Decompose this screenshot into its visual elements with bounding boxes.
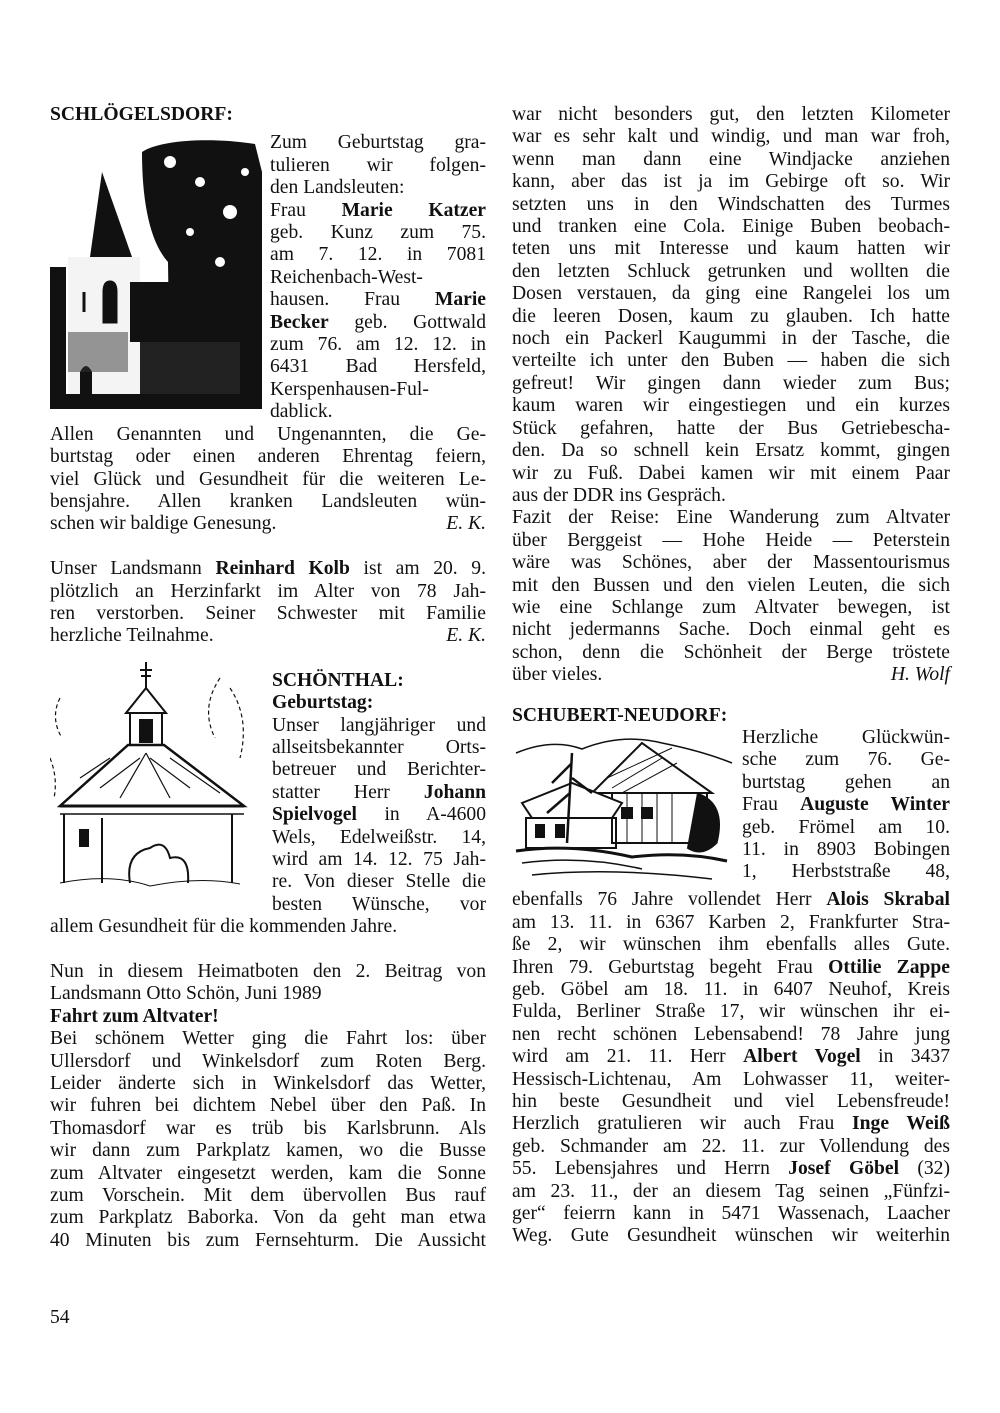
text-line: geb. Frömel am 10.	[742, 816, 950, 838]
text-fragment: Frau	[270, 199, 342, 221]
text-fragment: in A-4600	[356, 804, 486, 826]
text-fragment: Ihren 79. Geburtstag begeht Frau	[512, 956, 829, 978]
text-line: Bei schönem Wetter ging die Fahrt los: über	[50, 1028, 486, 1050]
text-line: Zum Geburtstag gra-	[270, 132, 486, 154]
text-line: ße 2, wir wünschen ihm ebenfalls alles Gute.	[512, 934, 950, 956]
text-line: am 7. 12. in 7081	[270, 244, 486, 266]
text-line: burtstag gehen an	[742, 771, 950, 793]
text-fragment: ist am 20. 9.	[349, 558, 486, 580]
text-fragment: Unser Landsmann	[50, 558, 216, 580]
text-fragment: wird am 21. 11. Herr	[512, 1046, 744, 1068]
person-name: Albert Vogel	[743, 1046, 861, 1068]
person-name: Marie Katzer	[341, 199, 486, 221]
text-line: Hessisch-Lichtenau, Am Lohwasser 11, weiter-	[512, 1068, 950, 1090]
section-altvater	[50, 961, 486, 1252]
text-line: bensjahre. Allen kranken Landsleuten wün-	[50, 490, 486, 512]
church-photo-icon	[50, 132, 262, 409]
person-name: Spielvogel	[272, 804, 357, 826]
text-line: am 13. 11. in 6367 Karben 2, Frankfurter Stra-	[512, 911, 950, 933]
text-line: kann, aber das ist ja im Gebirge oft so. Wir	[512, 171, 950, 193]
text-line: Thomasdorf war es trüb bis Karlsbrunn. Als	[50, 1117, 486, 1139]
text-line: zum Parkplatz Baborka. Von da geht man etwa	[50, 1207, 486, 1229]
text-line: Unser langjähriger und	[272, 714, 486, 736]
person-name: Inge Weiß	[852, 1113, 950, 1135]
text-fragment: herzliche Teilnahme.	[50, 625, 214, 647]
person-name: Auguste Winter	[800, 794, 950, 816]
text-line: wie eine Schlange zum Altvater bewegen, ist	[512, 596, 950, 618]
text-line: wird am 14. 12. 75 Jah-	[272, 848, 486, 870]
section-schubert-neudorf	[512, 705, 950, 1248]
text-line: sche zum 76. Ge-	[742, 749, 950, 771]
text-line: ger“ feierrn kann in 5471 Wassenach, Laacher	[512, 1203, 950, 1225]
text-line	[50, 513, 486, 535]
author-signature: E. K.	[446, 625, 486, 647]
text-line	[512, 1113, 950, 1135]
person-name: Johann	[423, 781, 486, 803]
text-line: 40 Minuten bis zum Fernsehturm. Die Aussicht	[50, 1229, 486, 1251]
text-line: besten Wünsche, vor	[272, 893, 486, 915]
text-line: Wels, Edelweißstr. 14,	[272, 826, 486, 848]
text-line	[512, 664, 950, 686]
text-line	[512, 889, 950, 911]
person-name: Josef Göbel	[788, 1158, 900, 1180]
text-fragment: Frau	[742, 794, 801, 816]
wrapped-text	[740, 727, 950, 889]
text-line: hin beste Gesundheit und viel Lebensfreude!	[512, 1091, 950, 1113]
person-name: Alois Skrabal	[826, 889, 950, 911]
right-column	[512, 104, 950, 1248]
text-line: Reichenbach-West-	[270, 266, 423, 288]
text-fragment: statter Herr	[272, 781, 424, 803]
text-line: ren verstorben. Seiner Schwester mit Familie	[50, 602, 486, 624]
text-line: kaum waren wir eingestiegen und ein kurzes	[512, 395, 950, 417]
text-line: verteilte ich unter den Buben — haben die sich	[512, 350, 950, 372]
text-line: allem Gesundheit für die kommenden Jahre.	[50, 916, 398, 938]
text-line: geb. Göbel am 18. 11. in 6407 Neuhof, Kreis	[512, 979, 950, 1000]
text-line: Kerspenhausen-Ful-	[270, 378, 429, 400]
section-schloegelsdorf	[50, 104, 486, 536]
text-line: schon, denn die Schönheit der Berge tröstete	[512, 641, 950, 663]
farmhouse-drawing-icon	[512, 733, 734, 883]
text-line: mit den Bussen und den vielen Leuten, die sich	[512, 574, 950, 596]
text-line: 1, Herbststraße 48,	[742, 861, 950, 883]
text-line: burtstag oder einen anderen Ehrentag feiern,	[50, 446, 486, 468]
text-line: und tranken eine Cola. Einige Buben beobach-	[512, 216, 950, 238]
text-fragment: in 3437	[860, 1046, 950, 1068]
text-line: nen recht schönen Lebensabend! 78 Jahre jung	[512, 1023, 950, 1045]
text-fragment: Herzlich gratulieren wir auch Frau	[512, 1113, 853, 1135]
text-line: Nun in diesem Heimatboten den 2. Beitrag von	[50, 961, 486, 982]
text-line: wir zu Fuß. Dabei kamen wir mit einem Paar	[512, 462, 950, 484]
text-line: den Landsleuten:	[270, 177, 405, 199]
text-line: den. Da so schnell kein Ersatz kommt, gingen	[512, 440, 950, 462]
text-line	[270, 312, 486, 334]
section-schoenthal	[50, 658, 486, 939]
text-line: teten uns mit Interesse und kaum hatten wir	[512, 238, 950, 260]
section-heading: SCHLÖGELSDORF:	[50, 104, 233, 125]
text-fragment: hausen. Frau	[270, 289, 435, 311]
text-line: Leider änderte sich in Winkelsdorf das Wetter,	[50, 1073, 486, 1095]
section-altvater-continued	[512, 104, 950, 687]
text-line: wäre was Schönes, aber der Massentourismus	[512, 552, 950, 574]
text-line	[270, 289, 486, 311]
text-fragment: über vieles.	[512, 664, 603, 686]
section-subheading: Geburtstag:	[272, 692, 374, 714]
person-name: Marie	[434, 289, 486, 311]
text-line	[272, 782, 486, 804]
text-line: Fulda, Berliner Straße 17, wir wünschen ihr ei-	[512, 1001, 950, 1023]
text-line: re. Von dieser Stelle die	[272, 871, 486, 893]
text-line	[272, 804, 486, 826]
chapel-drawing	[50, 658, 262, 916]
text-line	[270, 200, 486, 222]
text-line: den letzten Schluck getrunken und wollten die	[512, 260, 950, 282]
text-line: geb. Schmander am 22. 11. zur Vollendung des	[512, 1135, 950, 1157]
chapel-drawing-icon	[50, 658, 262, 898]
text-line	[512, 1046, 950, 1068]
text-fragment: ebenfalls 76 Jahre vollendet Herr	[512, 889, 827, 911]
person-name: Ottilie Zappe	[828, 956, 950, 978]
text-line: am 23. 11., der an diesem Tag seinen „Fünfzi-	[512, 1180, 950, 1202]
text-line: dablick.	[270, 401, 333, 423]
text-line: zum Altvater eingesetzt werden, kam die Sonne	[50, 1162, 486, 1184]
church-photo	[50, 132, 268, 423]
text-line	[50, 558, 486, 580]
text-line: Herzliche Glückwün-	[742, 726, 950, 748]
person-name: Reinhard Kolb	[215, 558, 350, 580]
text-line: noch ein Packerl Kaugummi in der Tasche, die	[512, 328, 950, 350]
text-line	[512, 1158, 950, 1180]
article-title-text: Fahrt zum Altvater!	[50, 1005, 219, 1027]
text-fragment: schen wir baldige Genesung.	[50, 513, 277, 535]
text-line	[742, 794, 950, 816]
article-title	[50, 1006, 486, 1028]
author-signature: H. Wolf	[890, 664, 950, 686]
text-line: wir fuhren bei dichtem Nebel über den Paß. In	[50, 1095, 486, 1117]
text-line: war es sehr kalt und windig, und man war froh,	[512, 126, 950, 148]
text-line: 11. in 8903 Bobingen	[742, 839, 950, 860]
text-line: Dosen verstauen, da ging eine Rangelei los um	[512, 283, 950, 305]
author-signature: E. K.	[446, 513, 486, 535]
text-line: war nicht besonders gut, den letzten Kilometer	[512, 104, 950, 125]
text-line: Ullersdorf und Winkelsdorf zum Roten Berg.	[50, 1050, 486, 1072]
left-column	[50, 104, 486, 1252]
farmhouse-drawing	[512, 727, 734, 889]
text-fragment: 55. Lebensjahres und Herrn	[512, 1158, 789, 1180]
text-line: betreuer und Berichter-	[272, 759, 486, 781]
text-line: Allen Genannten und Ungenannten, die Ge-	[50, 423, 486, 445]
page-number: 54	[50, 1307, 70, 1328]
text-fragment: (32)	[899, 1158, 950, 1180]
text-line: nicht jedermanns Sache. Doch einmal geht es	[512, 619, 950, 641]
text-line	[512, 957, 950, 979]
text-line: die leeren Dosen, kaum zu glauben. Ich hatte	[512, 305, 950, 327]
text-line: zum Vorschein. Mit dem übervollen Bus rauf	[50, 1185, 486, 1207]
text-line: tulieren wir folgen-	[270, 154, 486, 176]
section-obituary	[50, 558, 486, 648]
text-line: Landsmann Otto Schön, Juni 1989	[50, 983, 322, 1005]
person-name: Becker	[270, 311, 329, 333]
text-line: 6431 Bad Hersfeld,	[270, 356, 486, 378]
text-line	[50, 625, 486, 647]
text-line: zum 76. am 12. 12. in	[270, 334, 486, 356]
wrapped-text	[268, 132, 486, 423]
text-line: Fazit der Reise: Eine Wanderung zum Altvater	[512, 507, 950, 529]
wrapped-text	[268, 658, 486, 916]
text-line: setzten uns in den Windschatten des Turmes	[512, 193, 950, 215]
section-heading: SCHUBERT-NEUDORF:	[512, 704, 728, 726]
text-line: allseitsbekannter Orts-	[272, 736, 486, 758]
text-line: wenn man dann eine Windjacke anziehen	[512, 148, 950, 170]
text-line: Weg. Gute Gesundheit wünschen wir weiterhin	[512, 1225, 950, 1247]
text-line: gefreut! Wir gingen dann wieder zum Bus;	[512, 372, 950, 394]
section-heading: SCHÖNTHAL:	[272, 669, 404, 691]
text-line: wir dann zum Parkplatz kamen, wo die Busse	[50, 1140, 486, 1162]
text-line: plötzlich an Herzinfarkt im Alter von 78 Jah-	[50, 580, 486, 602]
text-fragment: geb. Gottwald	[328, 311, 486, 333]
text-line: über Berggeist — Hohe Heide — Peterstein	[512, 529, 950, 551]
text-line: Stück gefahren, hatte der Bus Getriebescha-	[512, 417, 950, 439]
text-line: viel Glück und Gesundheit für die weiteren Le-	[50, 468, 486, 490]
text-line: aus der DDR ins Gespräch.	[512, 484, 726, 506]
text-line: geb. Kunz zum 75.	[270, 222, 486, 244]
